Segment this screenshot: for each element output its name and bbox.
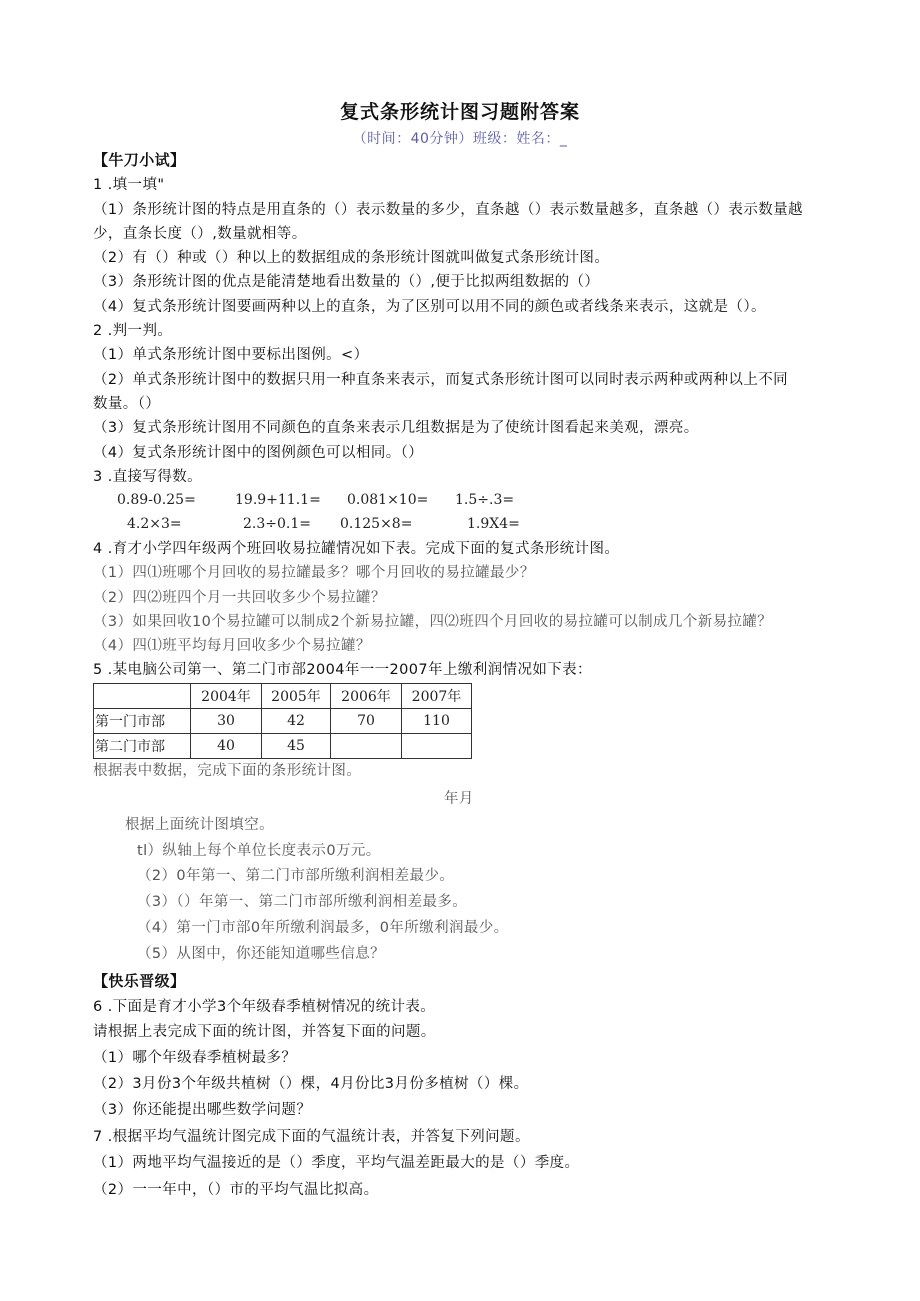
q1-line-2: 少，直条长度（）,数量就相等。: [93, 226, 307, 242]
chart-caption: 年月: [444, 791, 474, 807]
page-title: 复式条形统计图习题附答案: [339, 101, 580, 123]
table-cell: 70: [331, 709, 402, 734]
q6-line-3: （2）3月份3个年级共植树（）棵，4月份比3月份多植树（）棵。: [93, 1076, 529, 1092]
math-item: 0.081×10=: [347, 492, 429, 508]
q3-heading: 3 .直接写得数。: [93, 469, 203, 485]
table-cell: 45: [262, 734, 331, 759]
math-item: 4.2×3=: [127, 516, 182, 532]
table-row-label: 第一门市部: [94, 709, 191, 734]
q7-line-1: （1）两地平均气温接近的是（）季度，平均气温差距最大的是（）季度。: [93, 1155, 580, 1171]
q2-heading: 2 .判一判。: [93, 323, 173, 339]
math-item: 1.5÷.3=: [455, 492, 515, 508]
math-item: 19.9+11.1=: [235, 492, 321, 508]
table-cell: 42: [262, 709, 331, 734]
table-header-cell: 2006年: [331, 684, 402, 709]
q5-fill-5: （5）从图中，你还能知道哪些信息？: [137, 946, 386, 962]
table-cell: [402, 734, 472, 759]
q6-line-2: （1）哪个年级春季植树最多？: [93, 1050, 297, 1066]
q5-fill-2: （2）0年第一、第二门市部所缴利润相差最少。: [137, 868, 455, 884]
table-header-cell: 2004年: [191, 684, 262, 709]
q1-line-1: （1）条形统计图的特点是用直条的（）表示数量的多少，直条越（）表示数量越多，直条越（）表示数量越: [93, 202, 803, 218]
q4-line-3: （3）如果回收10个易拉罐可以制成2个新易拉罐，四⑵班四个月回收的易拉罐可以制成几个新易拉罐？: [93, 614, 773, 630]
math-item: 1.9X4=: [467, 516, 520, 532]
table-cell: 40: [191, 734, 262, 759]
table-cell: [331, 734, 402, 759]
table-row: [94, 734, 472, 759]
q1-line-3: （2）有（）种或（）种以上的数据组成的条形统计图就叫做复式条形统计图。: [93, 250, 610, 266]
q2-line-4: （3）复式条形统计图用不同颜色的直条来表示几组数据是为了使统计图看起来美观，漂亮。: [93, 420, 699, 436]
q5-heading: 5 .某电脑公司第一、第二门市部2004年一一2007年上缴利润情况如下表：: [93, 662, 592, 678]
q4-line-2: （2）四⑵班四个月一共回收多少个易拉罐？: [93, 590, 386, 606]
math-item: 0.125×8=: [340, 516, 413, 532]
page-subtitle: （时间：40分钟）班级：姓名：_: [352, 131, 568, 147]
q6-heading: 6 .下面是育才小学3个年级春季植树情况的统计表。: [93, 999, 436, 1015]
q6-line-1: 请根据上表完成下面的统计图，并答复下面的问题。: [93, 1024, 436, 1040]
section-heading-2: 【快乐晋级】: [93, 972, 186, 990]
table-row: [94, 709, 472, 734]
table-row-label: 第二门市部: [94, 734, 191, 759]
q5-fill-3: （3）（）年第一、第二门市部所缴利润相差最多。: [137, 894, 468, 910]
math-item: 2.3÷0.1=: [243, 516, 311, 532]
table-header-cell: 2005年: [262, 684, 331, 709]
q5-fill-1: tl）纵轴上每个单位长度表示0万元。: [137, 843, 381, 859]
profit-table: [93, 683, 472, 759]
table-header-cell: 2007年: [402, 684, 472, 709]
q2-line-2: （2）单式条形统计图中的数据只用一种直条来表示，而复式条形统计图可以同时表示两种或两种以上不同: [93, 372, 789, 388]
q1-line-4: （3）条形统计图的优点是能清楚地看出数量的（）,便于比拟两组数据的（）: [93, 274, 600, 290]
table-cell: 30: [191, 709, 262, 734]
q2-line-5: （4）复式条形统计图中的图例颜色可以相同。（）: [93, 445, 424, 461]
q7-heading: 7 .根据平均气温统计图完成下面的气温统计表，并答复下列问题。: [93, 1129, 530, 1145]
q4-line-1: （1）四⑴班哪个月回收的易拉罐最多？哪个月回收的易拉罐最少？: [93, 565, 535, 581]
section-heading-1: 【牛刀小试】: [93, 151, 186, 169]
table-cell: 110: [402, 709, 472, 734]
q4-heading: 4 .育才小学四年级两个班回收易拉罐情况如下表。完成下面的复式条形统计图。: [93, 541, 620, 557]
q1-heading: 1 .填一填": [93, 177, 165, 193]
q7-line-2: （2）一一年中，（）市的平均气温比拟高。: [93, 1182, 379, 1198]
q2-line-1: （1）单式条形统计图中要标出图例。<）: [93, 347, 369, 363]
q5-fill-intro: 根据上面统计图填空。: [125, 817, 274, 833]
table-header-row: [94, 684, 472, 709]
q2-line-3: 数量。（）: [93, 396, 161, 412]
math-item: 0.89-0.25=: [117, 492, 196, 508]
q6-line-4: （3）你还能提出哪些数学问题？: [93, 1102, 312, 1118]
q1-line-5: （4）复式条形统计图要画两种以上的直条，为了区别可以用不同的颜色或者线条来表示，这就是（）。: [93, 299, 766, 315]
q4-line-4: （4）四⑴班平均每月回收多少个易拉罐？: [93, 638, 371, 654]
q5-fill-4: （4）第一门市部0年所缴利润最多，0年所缴利润最少。: [137, 920, 509, 936]
table-corner-cell: [94, 684, 191, 709]
q5-after-table: 根据表中数据，完成下面的条形统计图。: [93, 763, 362, 779]
